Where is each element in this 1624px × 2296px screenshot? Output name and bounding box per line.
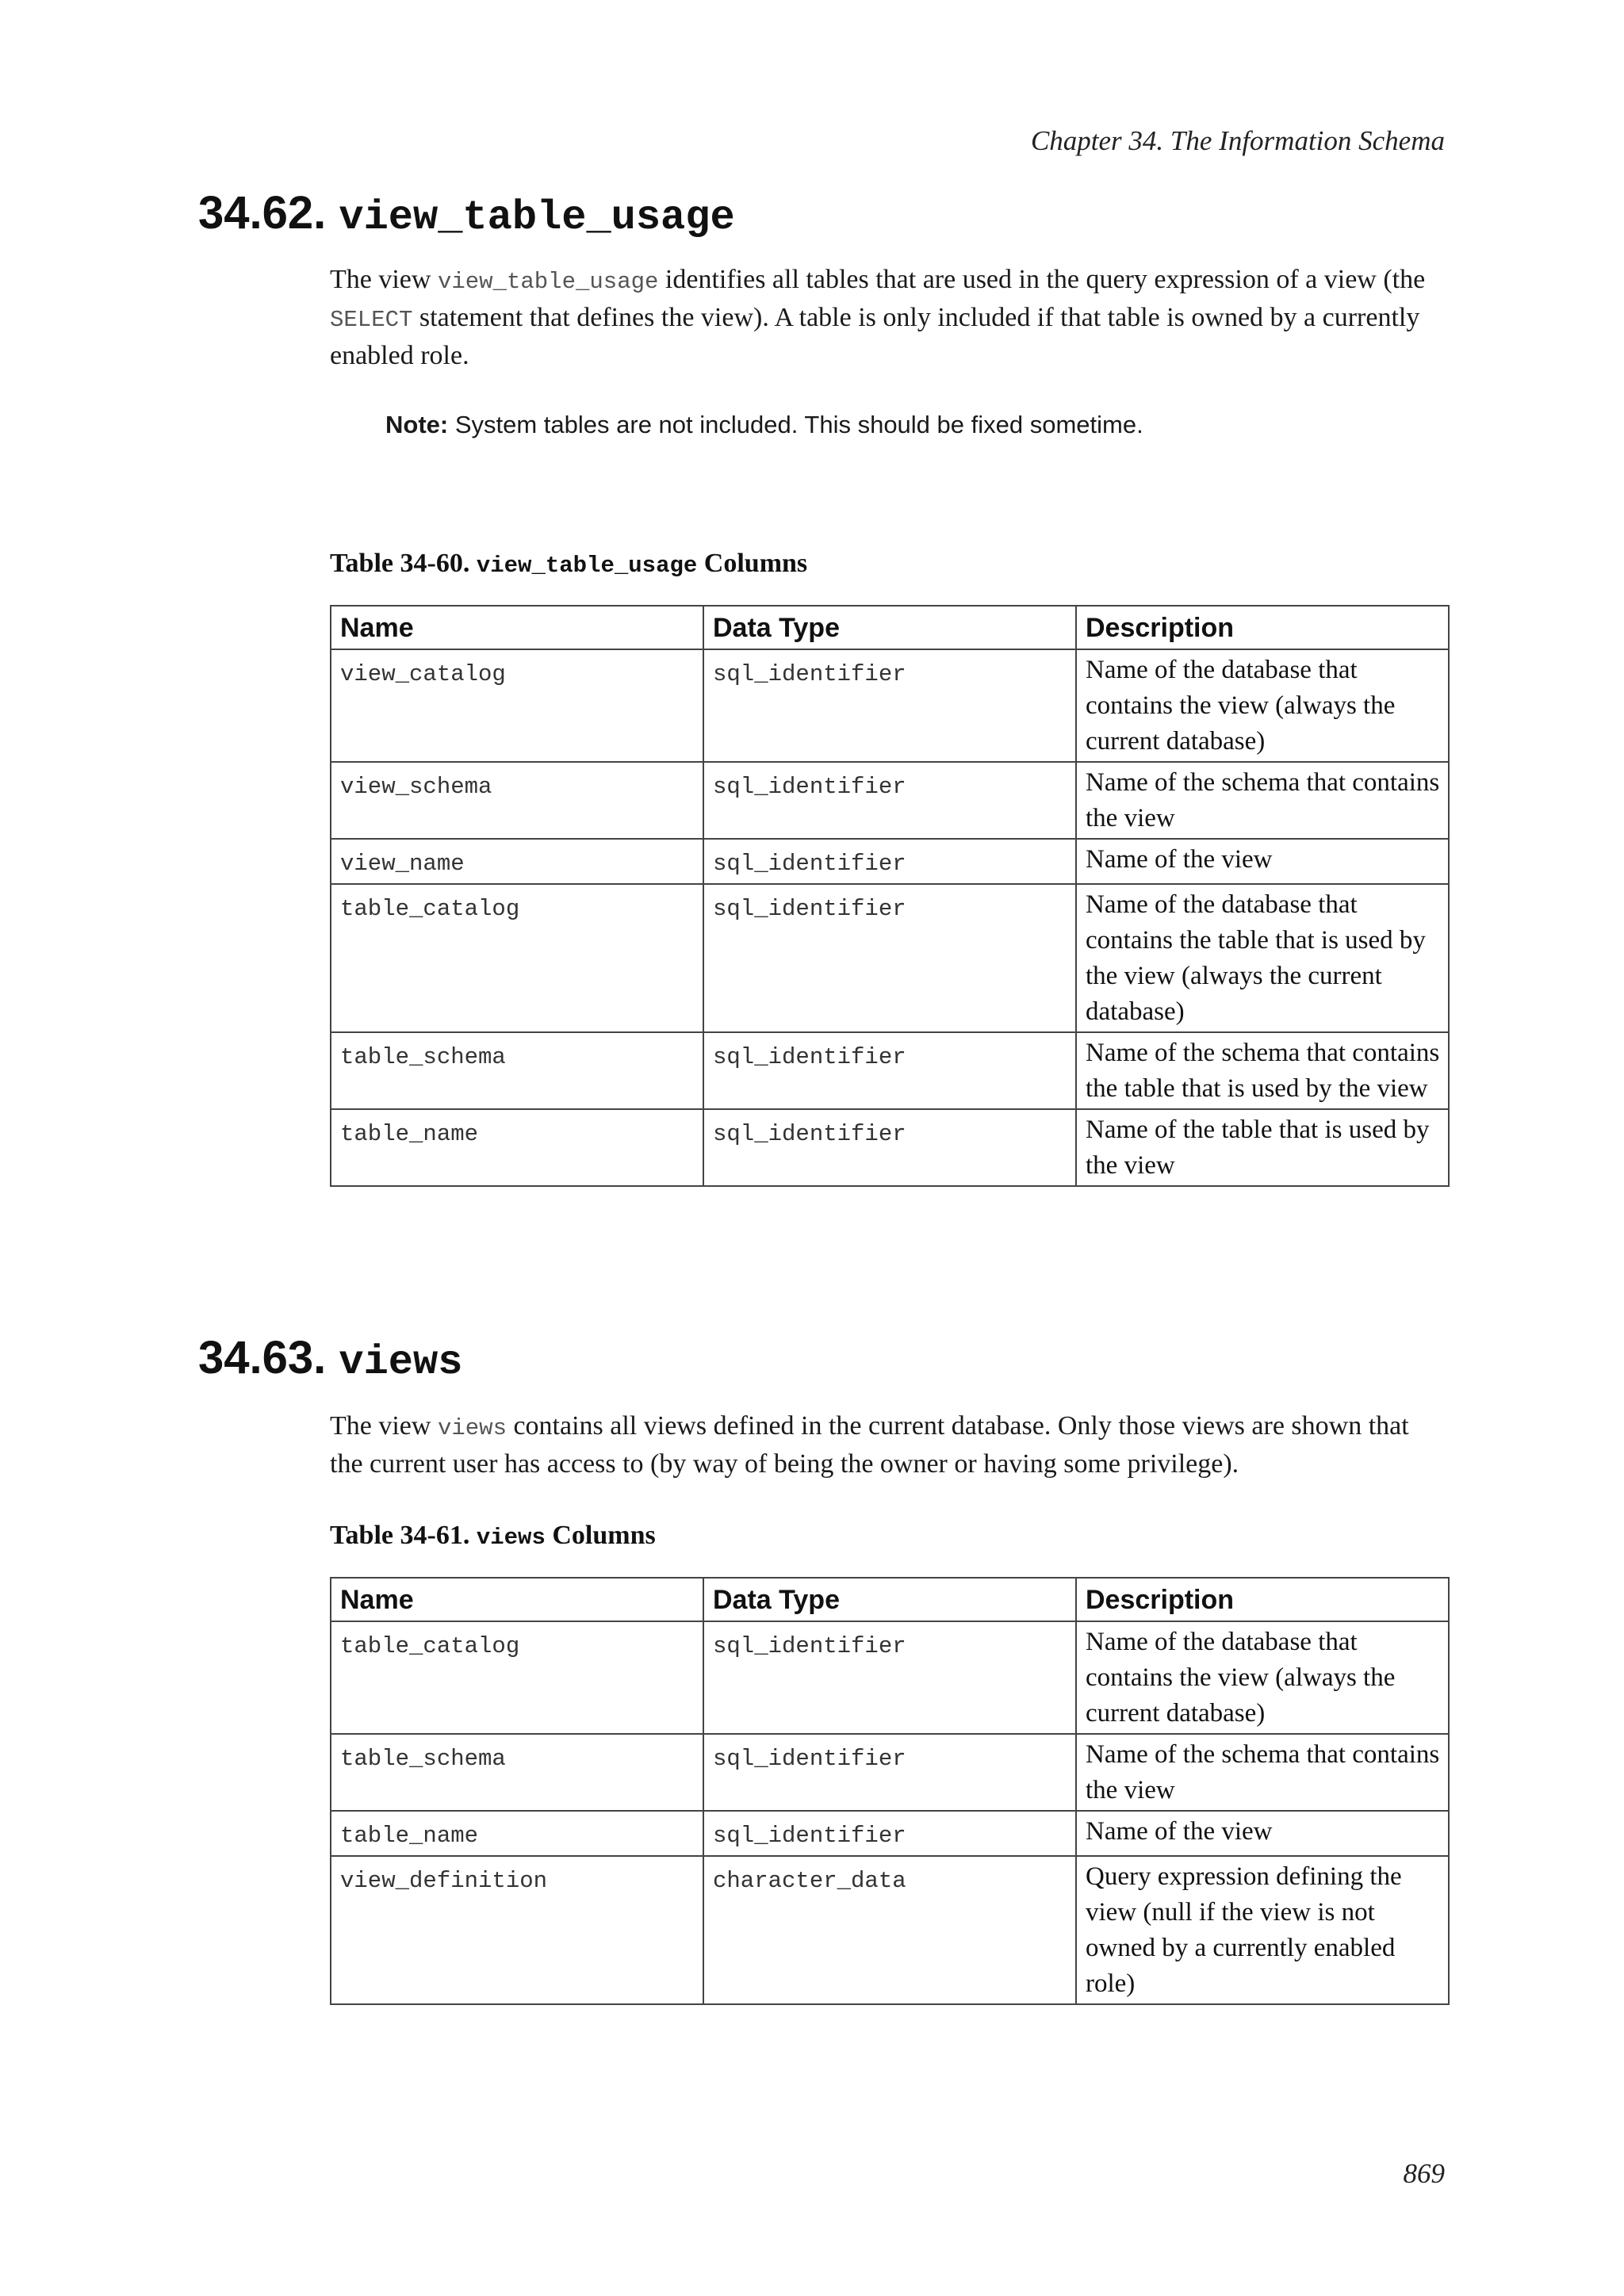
note [385, 409, 1143, 441]
cell-description: Name of the database that contains the view (always the current database) [1076, 1621, 1449, 1734]
table-row [331, 1109, 1449, 1186]
cell-name: view_schema [331, 762, 703, 839]
cell-data-type: sql_identifier [703, 649, 1076, 762]
inline-code: SELECT [330, 307, 413, 333]
table-caption-suffix: Columns [697, 549, 808, 578]
cell-data-type: sql_identifier [703, 762, 1076, 839]
cell-description: Query expression defining the view (null if the view is not owned by a currently enabled role) [1076, 1856, 1449, 2004]
cell-name: view_catalog [331, 649, 703, 762]
cell-name: table_name [331, 1109, 703, 1186]
table-row [331, 1621, 1449, 1734]
cell-name: table_catalog [331, 884, 703, 1032]
cell-name: table_catalog [331, 1621, 703, 1734]
inline-code: view_table_usage [437, 269, 659, 295]
cell-data-type: sql_identifier [703, 884, 1076, 1032]
paragraph-text: statement that defines the view). A table is only included if that table is owned by a currently enabled role. [330, 303, 1420, 370]
columns-table-views [330, 1577, 1450, 2005]
table-row [331, 1856, 1449, 2004]
cell-data-type: sql_identifier [703, 1109, 1076, 1186]
table-caption-code: views [476, 1525, 546, 1551]
section-number: 34.63. [198, 1332, 327, 1383]
cell-description: Name of the database that contains the view (always the current database) [1076, 649, 1449, 762]
paragraph-text: The view [330, 1411, 438, 1441]
table-row [331, 1032, 1449, 1109]
table-caption [330, 547, 807, 583]
section-name: views [339, 1339, 463, 1386]
section-name: view_table_usage [339, 194, 735, 241]
cell-description: Name of the schema that contains the view [1076, 1734, 1449, 1811]
cell-description: Name of the table that is used by the view [1076, 1109, 1449, 1186]
note-label: Note: [385, 411, 449, 438]
column-header: Data Type [703, 1578, 1076, 1621]
table-row [331, 762, 1449, 839]
paragraph-text: contains all views defined in the current database. Only those views are shown that the current user has access to (by way of being the owner or having some privilege). [330, 1411, 1409, 1479]
columns-table-view-table-usage [330, 605, 1450, 1187]
cell-data-type: sql_identifier [703, 1621, 1076, 1734]
table-caption-prefix: Table 34-61. [330, 1521, 477, 1550]
cell-name: view_definition [331, 1856, 703, 2004]
cell-name: table_schema [331, 1032, 703, 1109]
cell-name: table_name [331, 1811, 703, 1856]
cell-description: Name of the schema that contains the table that is used by the view [1076, 1032, 1449, 1109]
cell-description: Name of the view [1076, 1811, 1449, 1856]
table-row [331, 884, 1449, 1032]
cell-data-type: sql_identifier [703, 839, 1076, 884]
page-number: 869 [1403, 2158, 1445, 2189]
column-header: Data Type [703, 606, 1076, 649]
running-header: Chapter 34. The Information Schema [1030, 125, 1445, 156]
note-text: System tables are not included. This should be fixed sometime. [448, 411, 1143, 438]
table-caption [330, 1519, 656, 1555]
table-header-row [331, 1578, 1449, 1621]
cell-name: table_schema [331, 1734, 703, 1811]
section-title-view-table-usage [198, 187, 735, 244]
section-intro-paragraph [330, 262, 1448, 373]
cell-data-type: sql_identifier [703, 1734, 1076, 1811]
table-caption-prefix: Table 34-60. [330, 549, 477, 578]
table-header-row [331, 606, 1449, 649]
column-header: Description [1076, 1578, 1449, 1621]
section-number: 34.62. [198, 187, 327, 239]
cell-description: Name of the database that contains the table that is used by the view (always the current database) [1076, 884, 1449, 1032]
cell-description: Name of the schema that contains the view [1076, 762, 1449, 839]
column-header: Name [331, 1578, 703, 1621]
table-row [331, 1811, 1449, 1856]
table-caption-suffix: Columns [545, 1521, 656, 1550]
table-row [331, 649, 1449, 762]
cell-data-type: sql_identifier [703, 1032, 1076, 1109]
cell-data-type: character_data [703, 1856, 1076, 2004]
section-title-views [198, 1332, 462, 1389]
inline-code: views [437, 1415, 507, 1441]
section-intro-paragraph [330, 1408, 1448, 1482]
cell-description: Name of the view [1076, 839, 1449, 884]
column-header: Description [1076, 606, 1449, 649]
table-row [331, 1734, 1449, 1811]
cell-data-type: sql_identifier [703, 1811, 1076, 1856]
column-header: Name [331, 606, 703, 649]
table-row [331, 839, 1449, 884]
table-caption-code: view_table_usage [476, 553, 698, 579]
cell-name: view_name [331, 839, 703, 884]
paragraph-text: identifies all tables that are used in the query expression of a view (the [658, 265, 1426, 294]
paragraph-text: The view [330, 265, 438, 294]
